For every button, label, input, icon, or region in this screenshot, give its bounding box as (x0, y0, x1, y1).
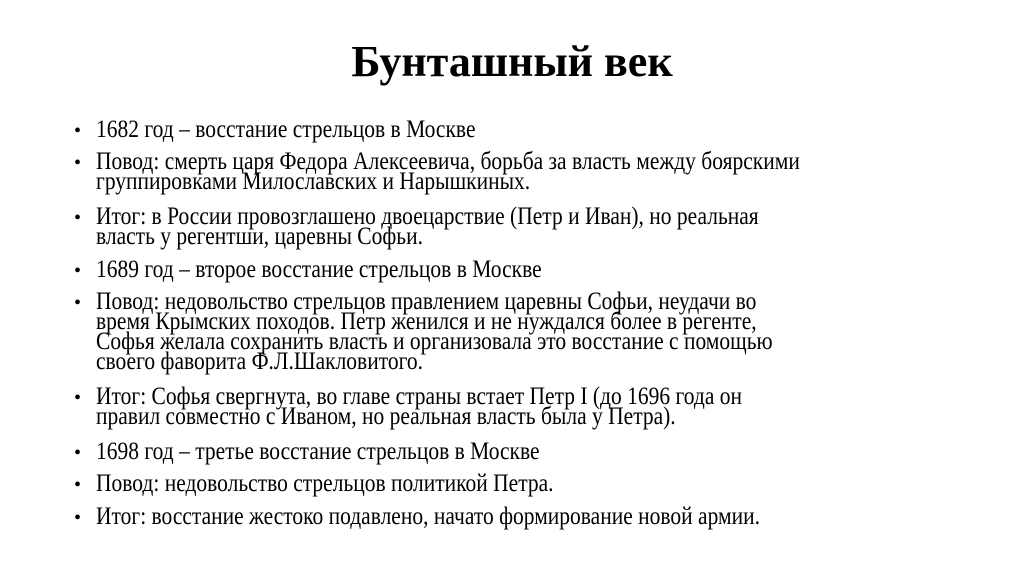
text-line: Софья желала сохранить власть и организовала это восстание с помощью (96, 328, 773, 355)
text-line: группировками Милославских и Нарышкиных. (96, 168, 531, 195)
list-item-text (96, 438, 540, 465)
text-line: Повод: недовольство стрельцов правлением царевны Софьи, неудачи во (96, 288, 757, 315)
bullet-icon: • (74, 442, 82, 464)
text-line: 1689 год – второе восстание стрельцов в Москве (96, 256, 542, 283)
bullet-icon: • (74, 387, 82, 409)
list-item-text (96, 470, 554, 497)
bullet-icon: • (74, 507, 82, 529)
list-item-text (96, 256, 542, 283)
list-item-text (96, 288, 773, 375)
text-line: власть у регентши, царевны Софьи. (96, 223, 424, 250)
bullet-icon: • (74, 207, 82, 229)
list-item-text (96, 203, 759, 250)
bullet-icon: • (74, 260, 82, 282)
list-item-text (96, 383, 743, 430)
list-item-text (96, 148, 800, 195)
text-line: Итог: Софья свергнута, во главе страны встает Петр I (до 1696 года он (96, 383, 743, 410)
bullet-icon: • (74, 474, 82, 496)
text-line: 1698 год – третье восстание стрельцов в Москве (96, 438, 540, 465)
text-line: Повод: смерть царя Федора Алексеевича, борьба за власть между боярскими (96, 148, 800, 175)
text-line: Повод: недовольство стрельцов политикой Петра. (96, 470, 554, 497)
list-item-text (96, 503, 761, 530)
bullet-icon: • (74, 292, 82, 314)
bullet-icon: • (74, 120, 82, 142)
text-line: своего фаворита Ф.Л.Шакловитого. (96, 348, 423, 375)
text-line: время Крымских походов. Петр женился и не нуждался более в регенте, (96, 308, 757, 335)
text-line: Итог: в России провозглашено двоецарствие (Петр и Иван), но реальная (96, 203, 759, 230)
text-line: Итог: восстание жестоко подавлено, начато формирование новой армии. (96, 503, 761, 530)
text-line: правил совместно с Иваном, но реальная власть была у Петра). (96, 403, 676, 430)
bullet-icon: • (74, 152, 82, 174)
slide-title: Бунташный век (351, 37, 673, 86)
list-item-text (96, 116, 476, 143)
text-line: 1682 год – восстание стрельцов в Москве (96, 116, 476, 143)
